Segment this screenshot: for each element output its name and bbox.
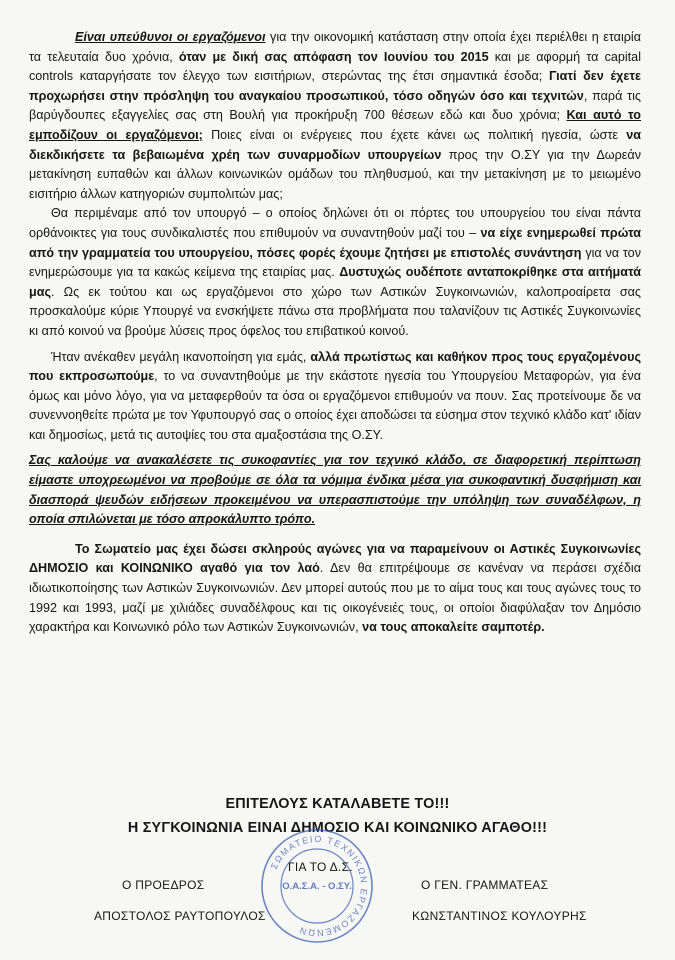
svg-text:ΣΩΜΑΤΕΙΟ ΤΕΧΝΙΚΩΝ ΕΡΓΑΖΟΜΕΝΩΝ: ΣΩΜΑΤΕΙΟ ΤΕΧΝΙΚΩΝ ΕΡΓΑΖΟΜΕΝΩΝ [268, 833, 370, 939]
union-stamp [258, 826, 376, 946]
president-name: ΑΠΟΣΤΟΛΟΣ ΡΑΥΤΟΠΟΥΛΟΣ [94, 909, 266, 923]
secretary-name: ΚΩΝΣΤΑΝΤΙΝΟΣ ΚΟΥΛΟΥΡΗΣ [412, 909, 587, 923]
paragraph-2: Θα περιμέναμε από τον υπουργό – ο οποίος δηλώνει ότι οι πόρτες του υπουργείου του είναι πάντα ορθάνοικτες για τους συνδικαλιστές που επιθυμούν να συναντηθούν μαζί του – να είχε ενημερωθεί πρώτα από την γραμματεία του υπουργείου, πόσες φορές έχουμε ζητήσει με επιστολές συνάντηση για να τον ενημερώσουμε για τα κακώς κείμενα της εταιρίας μας. Δυστυχώς ουδέποτε ανταποκρίθηκε στα αιτήματά μας. Ως εκ τούτου και ως εργαζόμενοι στο χώρο των Αστικών Συγκοινωνιών, καλοπροαίρετα σας προσκαλούμε κύριε Υπουργέ να ενσκήψετε πάνω στα προβλήματα που ταλανίζουν τις Αστικές Συγκοινωνίες κι από κοινού να βρούμε λύσεις προς όφελος του επιβατικού κοινού. [29, 206, 642, 338]
paragraph-1: Είναι υπεύθυνοι οι εργαζόμενοι για την οικονομική κατάσταση στην οποία έχει περιέλθει η εταιρία τα τελευταία δυο χρόνια, όταν με δική σας απόφαση τον Ιουνίου του 2015 και με αφορμή τα capital controls καταργήσατε τον έλεγχο των εισιτήριων, στερώντας της έτσι σημαντικά έσοδα; Γιατί δεν έχετε προχωρήσει στην πρόσληψη του αναγκαίου προσωπικού, τόσο οδηγών όσο και τεχνιτών, παρά τις βαρύγδουπες εξαγγελίες σας στη Βουλή για προκήρυξη 700 θέσεων εδώ και δυο χρόνια; Και αυτό το εμποδίζουν οι εργαζόμενοι; Ποιες είναι οι ενέργειες που έχετε κάνει ως πολιτική ηγεσία, ώστε να διεκδικήσετε τα βεβαιωμένα χρέη των συναρμοδίων υπουργείων προς την Ο.ΣΥ για την Δωρεάν μετακίνηση ευπαθών και άλλων κοινωνικών ομάδων του πληθυσμού, και την μετακίνηση με το μειωμένο εισιτήριο άλλων κατηγοριών συμπολιτών μας; [29, 30, 641, 201]
letter-body [29, 28, 641, 638]
for-board-label: ΓΙΑ ΤΟ Δ.Σ. [288, 860, 353, 874]
president-title: Ο ΠΡΟΕΔΡΟΣ [122, 878, 205, 892]
closing-line-1: ΕΠΙΤΕΛΟΥΣ ΚΑΤΑΛΑΒΕΤΕ ΤΟ!!! [225, 796, 450, 812]
paragraph-3: Ήταν ανέκαθεν μεγάλη ικανοποίηση για εμάς, αλλά πρωτίστως και καθήκον προς τους εργαζομένους που εκπροσωπούμε, το να συναντηθούμε με την εκάστοτε ηγεσία του Υπουργείου Μεταφορών, για ένα όμως και μόνο λόγο, για να μεταφερθούν τα όσα οι εργαζόμενοι επιθυμούν να πουν. Σας προτείνουμε δε να συνεννοηθείτε πρώτα με τον Υφυπουργό σας ο οποίος έχει αποδώσει τα εύσημα στον τεχνικό κλάδο κατ' ιδίαν και δημοσίως, μετά τις αυτοψίες του στα αμαξοστάσια της Ο.ΣΥ. [29, 349, 641, 442]
paragraph-5: Το Σωματείο μας έχει δώσει σκληρούς αγώνες για να παραμείνουν οι Αστικές Συγκοινωνίες ΔΗΜΟΣΙΟ και ΚΟΙΝΩΝΙΚΟ αγαθό για τον λαό. Δεν θα επιτρέψουμε σε κανέναν να περάσει σχέδια ιδιωτικοποίησης των Αστικών Συγκοινωνιών. Δεν μπορεί αυτούς που με το αίμα τους και τους αγώνες τους το 1992 και 1993, μαζί με χιλιάδες συναδέλφους και τις οικογένειές τους, οι οποίοι διαφύλαξαν τον Δημόσιο χαρακτήρα και Κοινωνικό ρόλο των Αστικών Συγκοινωνιών, να τους αποκαλείτε σαμποτέρ. [29, 541, 641, 635]
secretary-title: Ο ΓΕΝ. ΓΡΑΜΜΑΤΕΑΣ [421, 878, 549, 892]
closing-line-2: Η ΣΥΓΚΟΙΝΩΝΙΑ ΕΙΝΑΙ ΔΗΜΟΣΙΟ ΚΑΙ ΚΟΙΝΩΝΙΚΟ ΑΓΑΘΟ!!! [127, 820, 548, 836]
svg-text:Ο.Α.Σ.Α. - Ο.ΣΥ.: Ο.Α.Σ.Α. - Ο.ΣΥ. [282, 881, 352, 892]
paragraph-4-warning: Σας καλούμε να ανακαλέσετε τις συκοφαντίες για τον τεχνικό κλάδο, σε διαφορετική περίπτωση είμαστε υποχρεωμένοι να προβούμε σε όλα τα νόμιμα ένδικα μέσα για συκοφαντική δυσφήμιση και διασπορά ψευδών ειδήσεων προκειμένου να υπερασπιστούμε την υπόληψη των συναδέλφων, η οποία σπιλώνεται με τόσο απροκάλυπτο τρόπο. [29, 453, 641, 527]
